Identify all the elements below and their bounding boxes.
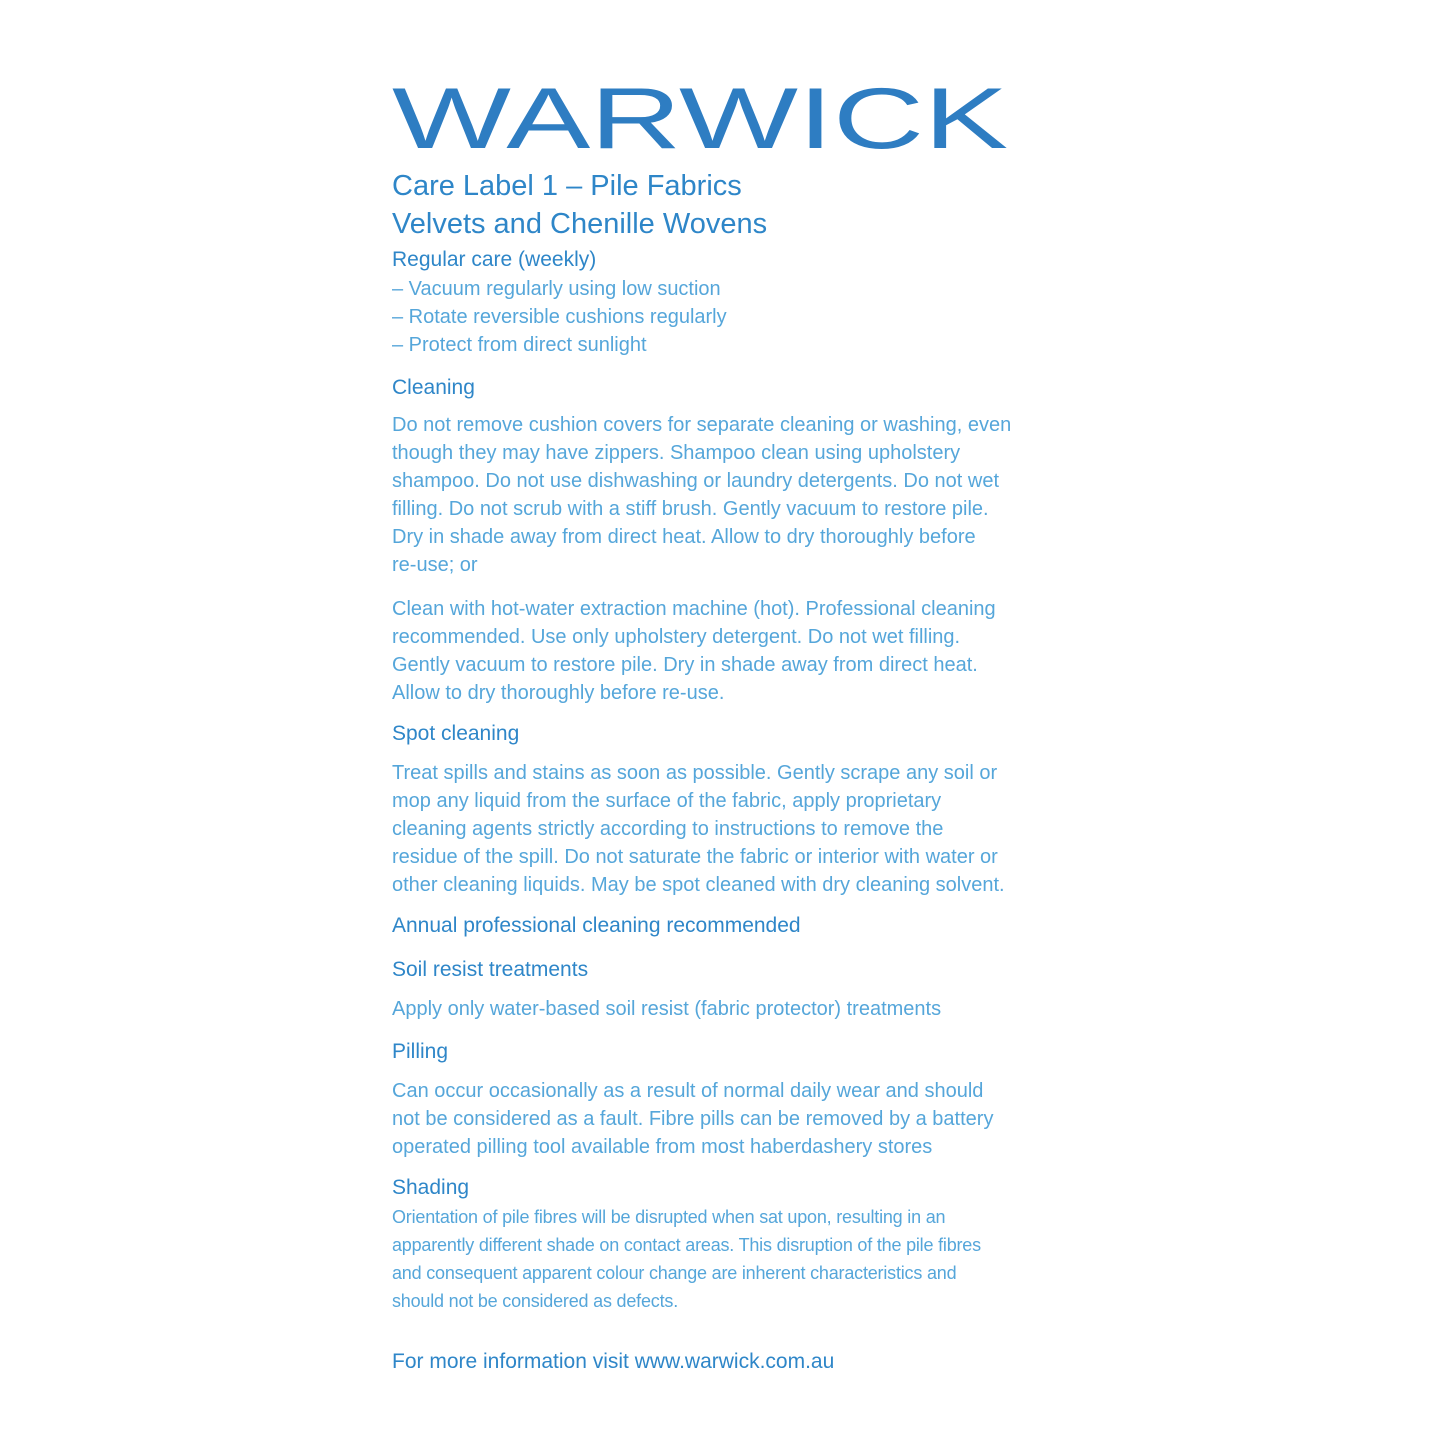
text-line: shampoo. Do not use dishwashing or laundry detergents. Do not wet [392,470,1000,492]
text-line: mop any liquid from the surface of the fabric, apply proprietary [392,790,942,812]
text-line: should not be considered as defects. [392,1291,678,1311]
care-label-content [392,86,1102,1375]
section-heading-regular-care: Regular care (weekly) [392,248,597,271]
text-line: apparently different shade on contact areas. This disruption of the pile fibres [392,1235,981,1255]
section-heading-annual-cleaning: Annual professional cleaning recommended [392,914,801,937]
text-line: though they may have zippers. Shampoo clean using upholstery [392,442,961,464]
text-line: Treat spills and stains as soon as possible. Gently scrape any soil or [392,762,998,784]
cleaning-paragraph-1 [392,411,1102,579]
text-line: and consequent apparent colour change are inherent characteristics and [392,1263,957,1283]
text-line: Apply only water-based soil resist (fabric protector) treatments [392,998,942,1020]
text-line: re-use; or [392,554,478,576]
shading-paragraph [392,1203,1102,1315]
spot-cleaning-paragraph [392,759,1102,899]
warwick-logo [392,86,1102,159]
section-heading-spot-cleaning: Spot cleaning [392,722,520,745]
pilling-paragraph [392,1077,1102,1161]
section-heading-soil-resist: Soil resist treatments [392,958,589,981]
text-line: Clean with hot-water extraction machine (hot). Professional cleaning [392,598,996,620]
text-line: Allow to dry thoroughly before re-use. [392,682,725,704]
text-line: Do not remove cushion covers for separate cleaning or washing, even [392,414,1012,436]
care-label-subtitle: Velvets and Chenille Wovens [392,208,768,240]
section-heading-shading: Shading [392,1176,470,1199]
section-heading-cleaning: Cleaning [392,376,475,399]
text-line: residue of the spill. Do not saturate the fabric or interior with water or [392,846,998,868]
text-line: cleaning agents strictly according to instructions to remove the [392,818,944,840]
warwick-wordmark-text: WARWICK [392,86,1008,154]
care-label-title: Care Label 1 – Pile Fabrics [392,170,742,202]
cleaning-paragraph-2 [392,595,1102,707]
text-line: – Vacuum regularly using low suction [392,278,721,300]
regular-care-bullet-list [392,275,1102,359]
section-heading-pilling: Pilling [392,1040,449,1063]
text-line: – Protect from direct sunlight [392,334,647,356]
soil-resist-paragraph [392,995,1102,1023]
text-line: Dry in shade away from direct heat. Allow to dry thoroughly before [392,526,976,548]
text-line: other cleaning liquids. May be spot cleaned with dry cleaning solvent. [392,874,1005,896]
text-line: recommended. Use only upholstery detergent. Do not wet filling. [392,626,961,648]
text-line: – Rotate reversible cushions regularly [392,306,727,328]
text-line: operated pilling tool available from most haberdashery stores [392,1136,933,1158]
text-line: not be considered as a fault. Fibre pills can be removed by a battery [392,1108,994,1130]
text-line: filling. Do not scrub with a stiff brush. Gently vacuum to restore pile. [392,498,989,520]
warwick-wordmark-svg [392,86,1042,154]
footer-note: For more information visit www.warwick.com.au [392,1350,835,1373]
text-line: Gently vacuum to restore pile. Dry in shade away from direct heat. [392,654,978,676]
text-line: Can occur occasionally as a result of normal daily wear and should [392,1080,984,1102]
text-line: Orientation of pile fibres will be disrupted when sat upon, resulting in an [392,1207,946,1227]
